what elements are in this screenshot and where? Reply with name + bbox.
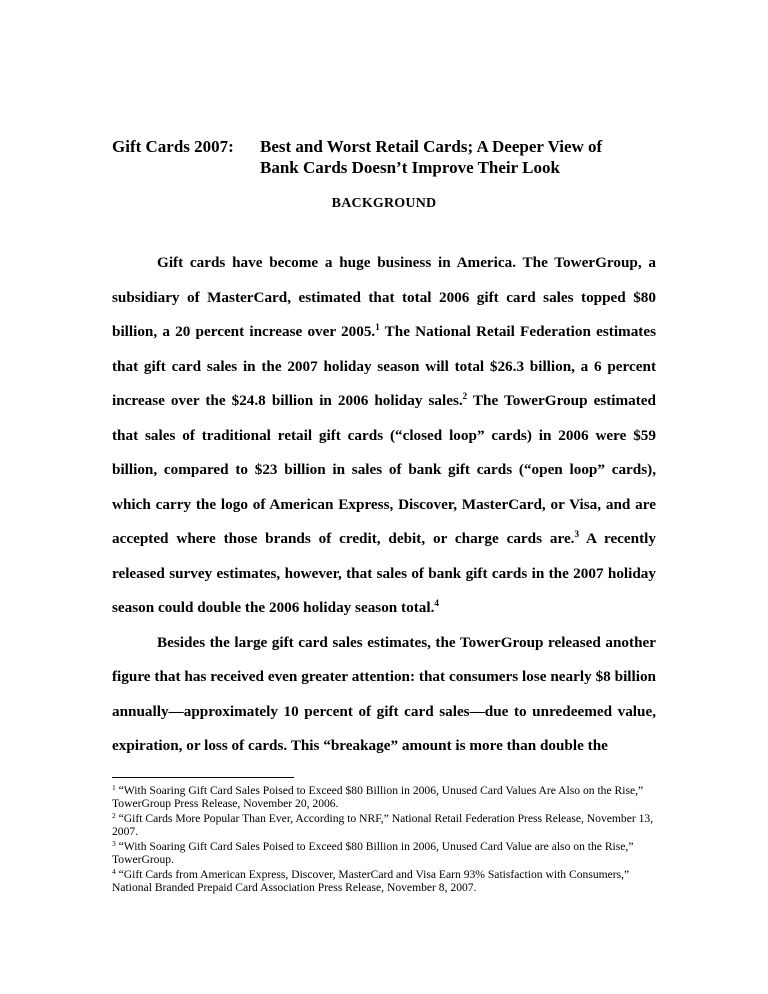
- paragraph-1: [112, 246, 656, 626]
- footnote-4: [112, 868, 660, 894]
- paragraph-1-sentence-4: A recently released survey estimates, however, that sales of bank gift cards in the 2007 holiday season could double the 2006 holiday season total.: [112, 530, 656, 616]
- footnote-2: [112, 812, 660, 838]
- title-line-2: Bank Cards Doesn’t Improve Their Look: [260, 158, 560, 177]
- footnote-3: [112, 840, 660, 866]
- paragraph-1-sentence-2: The National Retail Federation estimates that gift card sales in the 2007 holiday season will total $26.3 billion, a 6 percent increase over the $24.8 billion in 2006 holiday sales.: [112, 323, 656, 409]
- footnote-number: 1: [112, 783, 116, 792]
- body-text: [112, 246, 656, 764]
- footnote-number: 4: [112, 867, 116, 876]
- paragraph-1-sentence-3: The TowerGroup estimated that sales of traditional retail gift cards (“closed loop” cards) in 2006 were $59 billion, compared to $23 billion in sales of bank gift cards (“open loop” cards), which carry the logo of American Express, Discover, MasterCard, or Visa, and are accepted where those brands of credit, debit, or charge cards are.: [112, 392, 656, 547]
- footnote-text: “With Soaring Gift Card Sales Poised to Exceed $80 Billion in 2006, Unused Card Values Are Also on the Rise,” TowerGroup Press Release, November 20, 2006.: [112, 784, 644, 810]
- footnote-ref-3[interactable]: 3: [574, 529, 579, 539]
- document-title: [112, 136, 672, 178]
- paragraph-2: Besides the large gift card sales estimates, the TowerGroup released another figure that has received even greater attention: that consumers lose nearly $8 billion annually—approximately 10 percent of gift card sales—due to unredeemed value, expiration, or loss of cards. This “breakage” amount is more than double the: [112, 633, 656, 754]
- footnote-text: “With Soaring Gift Card Sales Poised to Exceed $80 Billion in 2006, Unused Card Value are also on the Rise,” TowerGroup.: [112, 840, 634, 866]
- footnote-ref-2[interactable]: 2: [462, 391, 468, 401]
- footnote-number: 3: [112, 839, 116, 848]
- paragraph-1-sentence-1: Gift cards have become a huge business in America. The TowerGroup, a subsidiary of MasterCard, estimated that total 2006 gift card sales topped $80 billion, a 20 percent increase over 2005.: [112, 254, 656, 340]
- title-lead: Gift Cards 2007:: [112, 137, 234, 156]
- footnote-number: 2: [112, 811, 116, 820]
- footnotes: [112, 784, 660, 896]
- footnote-divider: [112, 777, 294, 778]
- footnote-ref-4[interactable]: 4: [434, 598, 439, 608]
- footnote-1: [112, 784, 660, 810]
- footnote-text: “Gift Cards from American Express, Discover, MasterCard and Visa Earn 93% Satisfaction with Consumers,” National Branded Prepaid Card Association Press Release, November 8, 2007.: [112, 868, 630, 894]
- section-heading: BACKGROUND: [331, 196, 437, 211]
- footnote-text: “Gift Cards More Popular Than Ever, According to NRF,” National Retail Federation Press Release, November 13, 2007.: [112, 812, 654, 838]
- footnote-ref-1[interactable]: 1: [375, 322, 380, 332]
- title-line-1: Best and Worst Retail Cards; A Deeper View of: [260, 137, 603, 156]
